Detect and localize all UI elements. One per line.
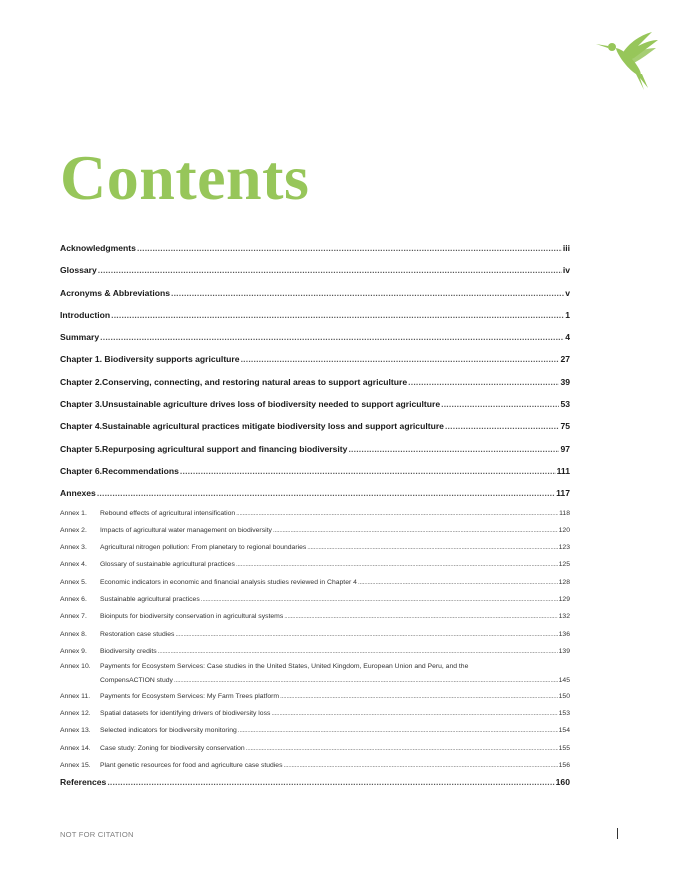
annex-number: Annex 6. (60, 596, 87, 604)
toc-entry-page: 120 (558, 526, 570, 534)
dot-leader (111, 304, 564, 326)
dot-leader (241, 348, 560, 370)
toc-entry-introduction[interactable] (60, 304, 570, 326)
toc-entry-chapter-1[interactable] (60, 348, 570, 370)
annex-number: Annex 12. (60, 710, 91, 718)
dot-leader (201, 591, 558, 608)
toc-entry-page: 155 (558, 744, 570, 752)
toc-entry-page: iii (562, 243, 570, 253)
dot-leader (307, 539, 557, 556)
toc-entry-annex-11[interactable] (60, 688, 570, 705)
toc-entry-label: Chapter 3.Unsustainable agriculture drives loss of biodiversity needed to support agriculture (60, 399, 441, 410)
toc-entry-summary[interactable] (60, 326, 570, 348)
toc-entry-chapter-4[interactable] (60, 415, 570, 437)
toc-entry-label: References (60, 777, 107, 788)
toc-entry-label-line-2: CompensACTION study (100, 677, 173, 685)
annex-number: Annex 2. (60, 526, 87, 534)
toc-entry-page: 53 (560, 399, 570, 410)
annex-number: Annex 4. (60, 561, 87, 569)
annex-number: Annex 11. (60, 692, 91, 700)
page-title: Contents (60, 142, 310, 213)
annex-number: Annex 1. (60, 509, 87, 517)
dot-leader (284, 757, 558, 774)
toc-entry-page: 27 (560, 354, 570, 365)
toc-entry-label: Introduction (60, 309, 111, 320)
annex-number: Annex 8. (60, 630, 87, 638)
toc-entry-page: 150 (558, 692, 570, 700)
toc-entry-page: 156 (558, 762, 570, 770)
toc-entry-annex-13[interactable] (60, 722, 570, 739)
dot-leader (246, 740, 558, 757)
dot-leader (97, 482, 555, 504)
toc-entry-page: 118 (559, 509, 570, 517)
toc-entry-page: 39 (560, 376, 570, 387)
toc-entry-label: Acknowledgments (60, 243, 136, 253)
annex-number: Annex 7. (60, 613, 87, 621)
toc-entry-label: Glossary (60, 265, 97, 276)
dot-leader (236, 505, 558, 522)
toc-entry-page: 4 (565, 332, 570, 343)
dot-leader (273, 522, 558, 539)
toc-entry-label: Case study: Zoning for biodiversity conservation (100, 744, 245, 752)
toc-entry-chapter-3[interactable] (60, 393, 570, 415)
footer-note: NOT FOR CITATION (60, 830, 134, 839)
toc-entry-chapter-2[interactable] (60, 371, 570, 393)
toc-entry-label: Summary (60, 332, 100, 343)
toc-entry-label-line-1: Payments for Ecosystem Services: Case studies in the United States, United Kingdom, European Union and Peru, and the (100, 663, 469, 671)
toc-entry-annex-14[interactable] (60, 740, 570, 757)
toc-entry-acronyms[interactable] (60, 282, 570, 304)
toc-entry-glossary[interactable] (60, 259, 570, 281)
dot-leader (107, 774, 554, 791)
toc-entry-label: Impacts of agricultural water management on biodiversity (100, 526, 272, 534)
annex-number: Annex 13. (60, 727, 91, 735)
annex-number: Annex 9. (60, 647, 87, 655)
annex-number: Annex 10. (60, 663, 91, 671)
toc-entry-page: 123 (558, 544, 570, 552)
toc-entry-page: 128 (558, 578, 570, 586)
toc-entry-annex-6[interactable] (60, 591, 570, 608)
toc-entry-annex-1[interactable] (60, 505, 570, 522)
annex-number: Annex 3. (60, 544, 87, 552)
toc-entry-label: Chapter 1. Biodiversity supports agriculture (60, 354, 240, 365)
toc-entry-label: Bioinputs for biodiversity conservation in agricultural systems (100, 613, 284, 621)
dot-leader (98, 259, 562, 281)
toc-entry-annex-5[interactable] (60, 574, 570, 591)
toc-entry-page: 111 (556, 465, 570, 476)
toc-entry-label: Chapter 2.Conserving, connecting, and restoring natural areas to support agriculture (60, 376, 408, 387)
dot-leader (171, 282, 564, 304)
toc-entry-annex-9[interactable] (60, 643, 570, 660)
toc-entry-page: 153 (558, 710, 570, 718)
toc-entry-label: Acronyms & Abbreviations (60, 287, 170, 298)
toc-entry-page: 136 (558, 630, 570, 638)
toc-entry-label: Agricultural nitrogen pollution: From planetary to regional boundaries (100, 544, 307, 552)
dot-leader (280, 688, 558, 705)
toc-entry-page: 132 (558, 613, 570, 621)
toc-entry-label: Biodiversity credits (100, 647, 157, 655)
toc-entry-label: Chapter 5.Repurposing agricultural support and financing biodiversity (60, 443, 348, 454)
toc-entry-page: 97 (560, 443, 570, 454)
dot-leader (137, 237, 562, 259)
toc-entry-label: Glossary of sustainable agricultural practices (100, 561, 235, 569)
dot-leader (158, 643, 558, 660)
toc-entry-page: 125 (558, 561, 570, 569)
dot-leader (175, 626, 557, 643)
toc-entry-page: 75 (560, 421, 570, 432)
toc-entry-annex-12[interactable] (60, 705, 570, 722)
toc-entry-chapter-5[interactable] (60, 438, 570, 460)
dot-leader (238, 722, 558, 739)
toc-entry-page: v (565, 287, 570, 298)
annex-number: Annex 5. (60, 578, 87, 586)
toc-entry-page: 139 (558, 647, 570, 655)
toc-entry-annex-4[interactable] (60, 556, 570, 573)
toc-entry-annex-8[interactable] (60, 626, 570, 643)
toc-entry-annex-2[interactable] (60, 522, 570, 539)
hummingbird-icon (596, 32, 660, 92)
toc-entry-page: 145 (558, 677, 570, 685)
toc-entry-label: Restoration case studies (100, 630, 175, 638)
dot-leader (271, 705, 557, 722)
annex-number: Annex 15. (60, 762, 91, 770)
toc-entry-annex-15[interactable] (60, 757, 570, 774)
toc-entry-page: 117 (556, 488, 570, 499)
dot-leader (174, 674, 558, 688)
toc-entry-page: 160 (555, 777, 570, 788)
toc-entry-label: Selected indicators for biodiversity monitoring (100, 727, 237, 735)
toc-entry-label: Plant genetic resources for food and agriculture case studies (100, 762, 283, 770)
dot-leader (100, 326, 564, 348)
toc-entry-annex-10[interactable] (60, 660, 570, 688)
toc-entry-annexes[interactable] (60, 482, 570, 504)
toc-entry-label: Sustainable agricultural practices (100, 596, 200, 604)
dot-leader (236, 556, 558, 573)
dot-leader (348, 438, 559, 460)
toc-entry-label: Economic indicators in economic and financial analysis studies reviewed in Chapter 4 (100, 578, 357, 586)
footer-page-marker (617, 828, 618, 839)
dot-leader (284, 608, 557, 625)
dot-leader (445, 415, 559, 437)
toc-entry-page: iv (562, 265, 570, 276)
toc-entry-label: Payments for Ecosystem Services: My Farm Trees platform (100, 692, 280, 700)
dot-leader (180, 460, 556, 482)
toc-entry-label: Chapter 6.Recommendations (60, 465, 179, 476)
table-of-contents (60, 237, 570, 791)
toc-entry-label: Annexes (60, 488, 96, 499)
toc-entry-label: Chapter 4.Sustainable agricultural practices mitigate biodiversity loss and support agriculture (60, 421, 444, 432)
toc-entry-chapter-6[interactable] (60, 460, 570, 482)
dot-leader (408, 371, 559, 393)
toc-entry-annex-7[interactable] (60, 608, 570, 625)
toc-entry-label: Spatial datasets for identifying drivers of biodiversity loss (100, 710, 271, 718)
toc-entry-acknowledgments[interactable] (60, 237, 570, 259)
annex-number: Annex 14. (60, 744, 91, 752)
toc-entry-page: 129 (558, 596, 570, 604)
toc-entry-page: 1 (565, 309, 570, 320)
toc-entry-label: Rebound effects of agricultural intensification (100, 509, 236, 517)
dot-leader (358, 574, 558, 591)
toc-entry-references[interactable] (60, 774, 570, 791)
toc-entry-annex-3[interactable] (60, 539, 570, 556)
dot-leader (441, 393, 559, 415)
toc-entry-page: 154 (558, 727, 570, 735)
